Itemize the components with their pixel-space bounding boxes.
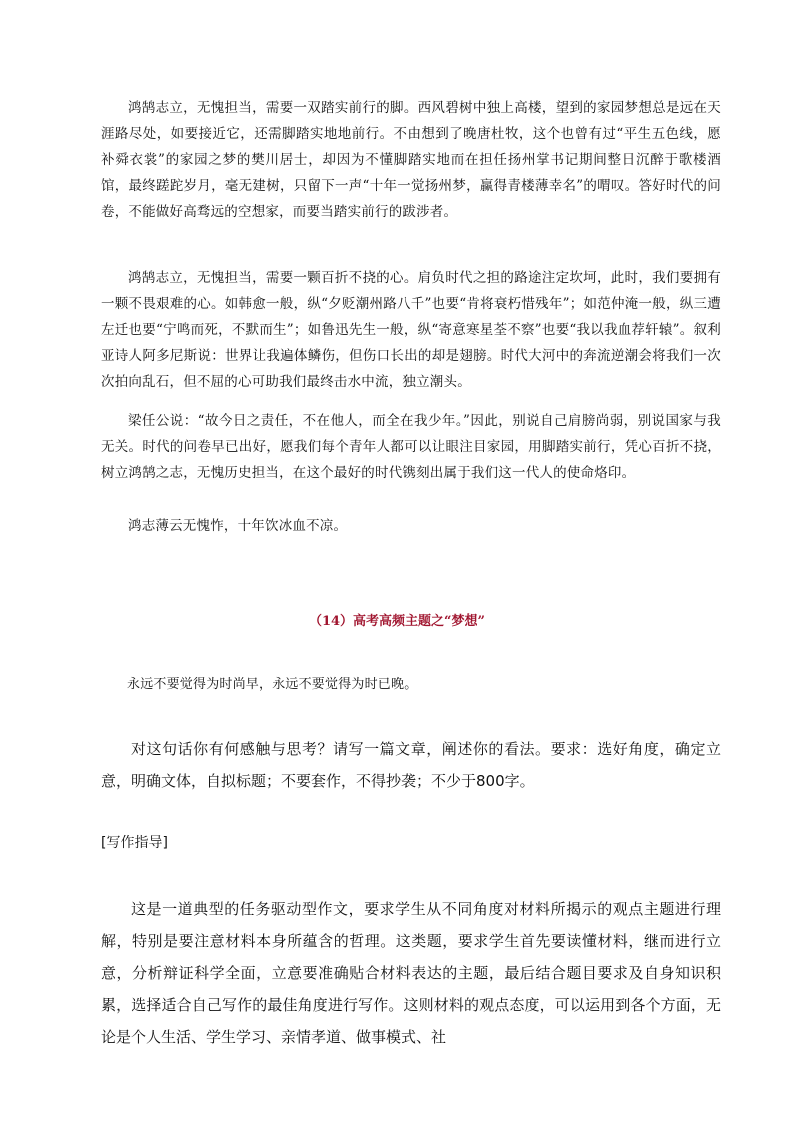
section-heading: （14）高考高频主题之“梦想” [308,614,486,629]
writing-guide-label: [写作指导] [101,835,168,851]
essay-closing-line: 鸿志薄云无愧怍，十年饮冰血不凉。 [128,518,348,534]
essay-paragraph-2: 鸿鹄志立，无愧担当，需要一颗百折不挠的心。肩负时代之担的路途注定坎坷，此时，我们要拥有一颗不畏艰难的心。如韩愈一般，纵“夕贬潮州路八千”也要“肯将衰朽惜残年”；如范仲淹一般，纵三遭左迁也要“宁鸣而死，不默而生”；如鲁迅先生一般，纵“寄意寒星荃不察”也要“我以我血荐轩辕”。叙利亚诗人阿多尼斯说：世界让我遍体鳞伤，但伤口长出的却是翅膀。时代大河中的奔流逆潮会将我们一次次拍向乱石，但不屈的心可助我们最终击水中流，独立潮头。 [101,270,721,390]
prompt-task: 对这句话你有何感触与思考？请写一篇文章，阐述你的看法。要求：选好角度，确定立意，明确文体，自拟标题；不要套作，不得抄袭；不少于800字。 [101,740,721,790]
writing-guide-text: 这是一道典型的任务驱动型作文，要求学生从不同角度对材料所揭示的观点主题进行理解，特别是要注意材料本身所蕴含的哲理。这类题，要求学生首先要读懂材料，继而进行立意，分析辩证科学全面，立意要准确贴合材料表达的主题，最后结合题目要求及自身知识积累，选择适合自己写作的最佳角度进行写作。这则材料的观点态度，可以运用到各个方面，无论是个人生活、学生学习、亲情孝道、做事模式、社 [101,900,721,1046]
essay-paragraph-1: 鸿鹄志立，无愧担当，需要一双踏实前行的脚。西风碧树中独上高楼，望到的家园梦想总是远在天涯路尽处，如要接近它，还需脚踏实地地前行。不由想到了晚唐杜牧，这个也曾有过“平生五色线，愿补舜衣裳”的家园之梦的樊川居士，却因为不懂脚踏实地而在担任扬州掌书记期间整日沉醉于歌楼酒馆，最终蹉跎岁月，毫无建树，只留下一声“十年一觉扬州梦，赢得青楼薄幸名”的喟叹。答好时代的问卷，不能做好高骛远的空想家，而要当踏实前行的跋涉者。 [101,100,721,220]
essay-paragraph-3: 梁任公说：“故今日之责任，不在他人，而全在我少年。”因此，别说自己肩膀尚弱，别说国家与我无关。时代的问卷早已出好，愿我们每个青年人都可以让眼注目家园，用脚踏实前行，凭心百折不挠，树立鸿鹄之志，无愧历史担当，在这个最好的时代镌刻出属于我们这一代人的使命烙印。 [101,413,721,481]
prompt-quote: 永远不要觉得为时尚早，永远不要觉得为时已晚。 [127,677,418,692]
